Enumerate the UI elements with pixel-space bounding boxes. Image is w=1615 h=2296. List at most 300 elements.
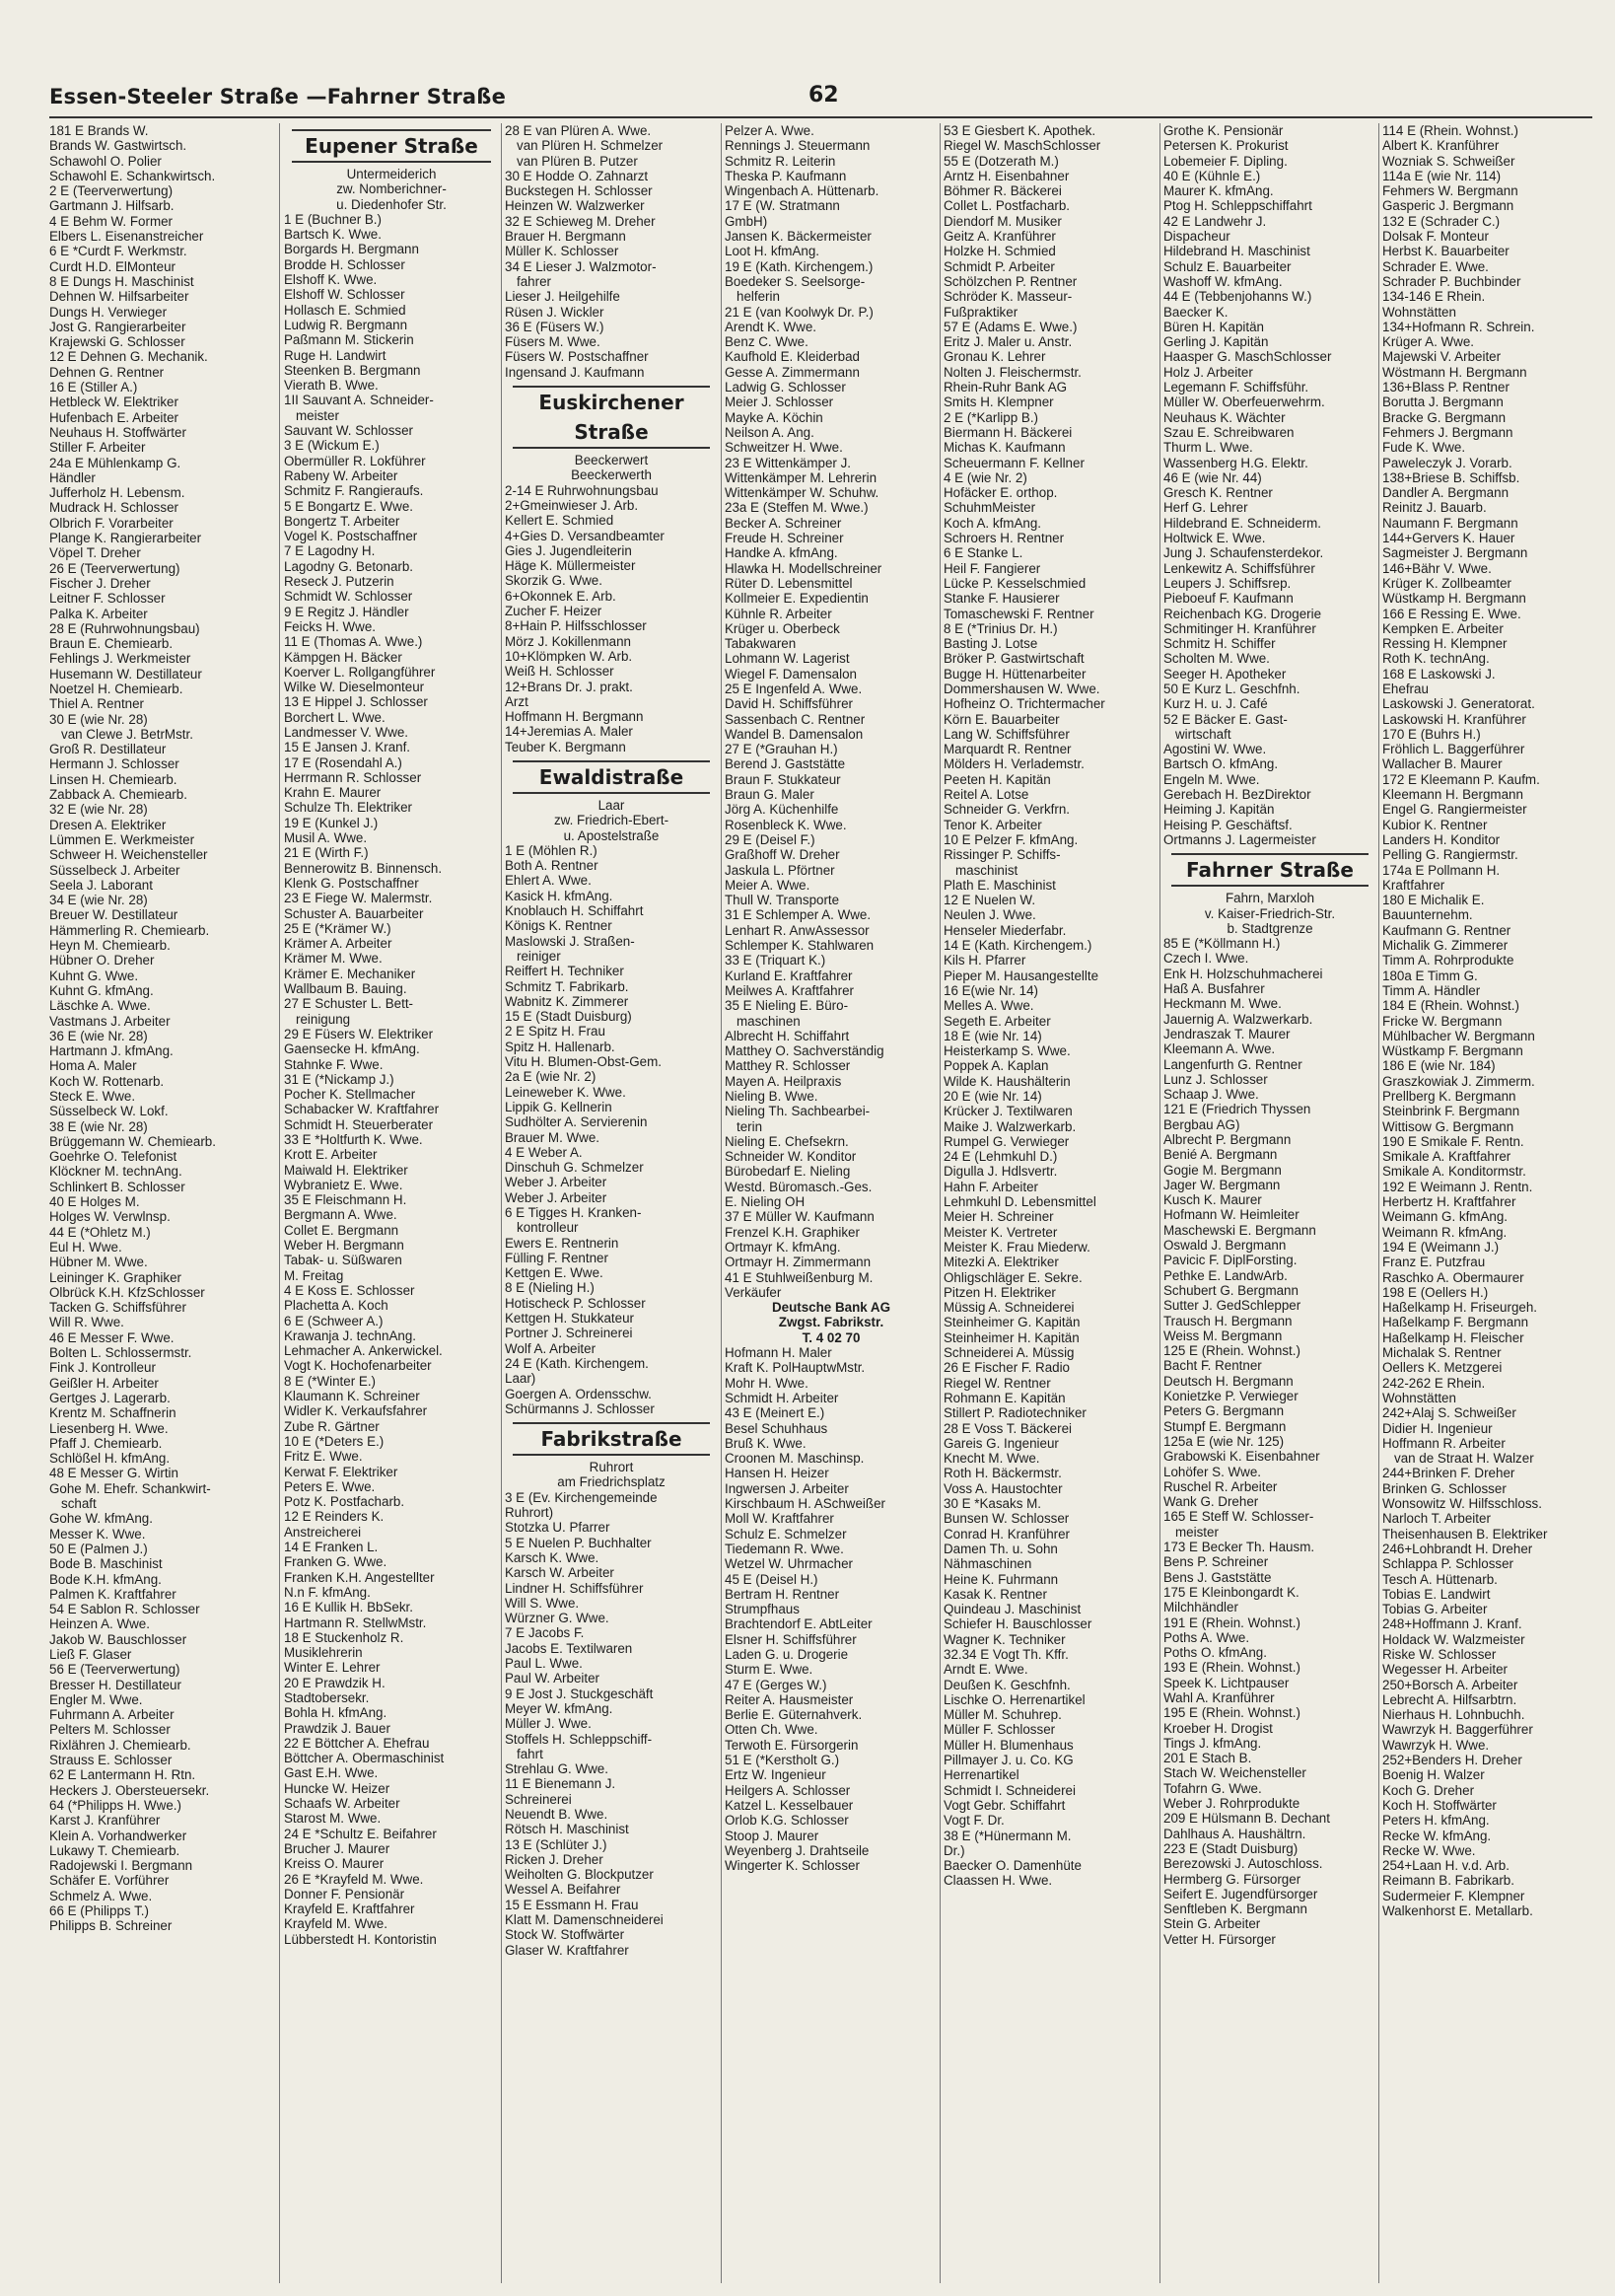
resident-entry: Wingenbach A. Hüttenarb. — [725, 183, 879, 199]
house-entry: 4 E Behm W. Former — [49, 213, 174, 229]
house-entry: 172 E Kleemann P. Kaufm. — [1382, 771, 1540, 787]
resident-entry: Dommershausen W. Wwe. — [944, 681, 1100, 696]
resident-entry: Wingerter K. Schlosser — [725, 1858, 860, 1874]
resident-entry: Ressing H. Klempner — [1382, 636, 1508, 652]
house-entry: 6 E *Curdt F. Werkmstr. — [49, 244, 187, 259]
house-entry: 27 E (*Grauhan H.) — [725, 742, 838, 757]
resident-entry: Heising P. Geschäftsf. — [1163, 817, 1293, 832]
resident-entry: Dahlhaus A. Haushältrn. — [1163, 1826, 1306, 1841]
resident-entry: Kempken E. Arbeiter — [1382, 620, 1504, 636]
house-entry: 23 E Wittenkämper J. — [725, 455, 852, 470]
resident-entry: Böttcher A. Obermaschinist — [284, 1751, 445, 1766]
resident-entry: Neuhaus H. Stoffwärter — [49, 424, 186, 440]
resident-entry: Wegesser H. Arbeiter — [1382, 1662, 1509, 1678]
resident-entry: Pelzer A. Wwe. — [725, 123, 814, 138]
resident-entry: Messer K. Wwe. — [49, 1526, 146, 1542]
house-entry: 43 E (Meinert E.) — [725, 1405, 825, 1421]
resident-entry: Maiwald H. Elektriker — [284, 1162, 408, 1178]
resident-entry: Ortmayr K. kfmAng. — [725, 1239, 841, 1255]
house-entry: 242-262 E Rhein. — [1382, 1375, 1486, 1391]
resident-entry: Ladwig G. Schlosser — [725, 380, 846, 395]
resident-entry: Weimann R. kfmAng. — [1382, 1224, 1508, 1240]
resident-entry: Steenken B. Bergmann — [284, 362, 421, 378]
resident-entry: Pocher K. Stellmacher — [284, 1087, 416, 1103]
directory-column-1 — [49, 123, 276, 2283]
resident-entry: Handke A. kfmAng. — [725, 545, 838, 561]
resident-entry: Jager W. Bergmann — [1163, 1177, 1281, 1192]
resident-entry: Pillmayer J. u. Co. KG — [944, 1753, 1074, 1768]
resident-entry: Noetzel H. Chemiearb. — [49, 681, 183, 696]
house-entry: 56 E (Teerverwertung) — [49, 1662, 180, 1678]
resident-entry: Bens J. Gaststätte — [1163, 1569, 1272, 1585]
house-entry: 28 E (Ruhrwohnungsbau) — [49, 620, 200, 636]
resident-entry: Schürmanns J. Schlosser — [505, 1400, 655, 1416]
resident-entry: Koch A. kfmAng. — [944, 515, 1041, 531]
resident-entry: Recke W. kfmAng. — [1382, 1828, 1492, 1843]
resident-entry: Ließ F. Glaser — [49, 1646, 132, 1662]
resident-entry: Steinbrink F. Bergmann — [1382, 1104, 1520, 1119]
resident-entry: Hermberg G. Fürsorger — [1163, 1871, 1301, 1887]
house-entry: 33 E (Triquart K.) — [725, 953, 826, 969]
house-entry: 33 E *Holtfurth K. Wwe. — [284, 1132, 423, 1147]
column-divider — [1159, 123, 1160, 2283]
resident-entry: Arndt E. Wwe. — [944, 1662, 1028, 1678]
resident-entry: Weiholten G. Blockputzer — [505, 1867, 654, 1883]
resident-entry: Bunsen W. Schlosser — [944, 1511, 1070, 1527]
resident-entry: Fricke W. Bergmann — [1382, 1013, 1503, 1029]
house-entry: 165 E Steff W. Schlosser- — [1163, 1509, 1314, 1525]
resident-entry: Buckstegen H. Schlosser — [505, 183, 653, 199]
resident-entry: Frenzel K.H. Graphiker — [725, 1224, 860, 1240]
resident-entry: Meier J. Schlosser — [725, 395, 834, 410]
resident-entry: Stoop J. Maurer — [725, 1828, 819, 1843]
resident-entry: Oswald J. Bergmann — [1163, 1238, 1287, 1254]
resident-entry: Mühlbacher W. Bergmann — [1382, 1028, 1535, 1043]
street-heading: Ewaldistraße — [513, 760, 710, 794]
house-entry: 62 E Lantermann H. Rtn. — [49, 1767, 196, 1783]
resident-entry: Seifert E. Jugendfürsorger — [1163, 1886, 1318, 1901]
resident-entry: Bennerowitz B. Binnensch. — [284, 860, 443, 876]
resident-entry: Radojewski I. Bergmann — [49, 1858, 193, 1874]
house-entry: 2 E Spitz H. Frau — [505, 1024, 605, 1040]
house-entry: 48 E Messer G. Wirtin — [49, 1466, 178, 1481]
house-entry: 25 E (*Krämer W.) — [284, 920, 391, 936]
house-entry: 136+Blass P. Rentner — [1382, 380, 1510, 395]
house-entry: 1 E (Buchner B.) — [284, 211, 382, 227]
resident-entry: Schroers H. Rentner — [944, 531, 1065, 546]
resident-entry: David H. Schiffsführer — [725, 696, 853, 712]
resident-entry: Skorzik G. Wwe. — [505, 573, 602, 589]
resident-entry: Bongertz T. Arbeiter — [284, 513, 400, 529]
resident-entry: Krücker J. Textilwaren — [944, 1104, 1073, 1119]
resident-entry: kontrolleur — [517, 1220, 579, 1236]
resident-entry: Holzke H. Schmied — [944, 244, 1056, 259]
resident-entry: Schlinkert B. Schlosser — [49, 1179, 185, 1194]
resident-entry: Laskowski J. Generatorat. — [1382, 696, 1535, 712]
house-entry: 53 E Giesbert K. Apothek. — [944, 123, 1096, 138]
resident-entry: Vitu H. Blumen-Obst-Gem. — [505, 1054, 663, 1070]
resident-entry: Reimann B. Fabrikarb. — [1382, 1873, 1514, 1889]
resident-entry: Freude H. Schreiner — [725, 531, 844, 546]
resident-entry: Legemann F. Schiffsführ. — [1163, 380, 1309, 395]
resident-entry: Stahnke F. Wwe. — [284, 1056, 384, 1072]
resident-entry: Lücke P. Kesselschmied — [944, 575, 1087, 591]
house-entry: 47 E (Gerges W.) — [725, 1677, 827, 1692]
resident-entry: Krämer E. Mechaniker — [284, 966, 416, 981]
resident-entry: Fehlings J. Werkmeister — [49, 651, 191, 667]
house-entry: 38 E (wie Nr. 28) — [49, 1118, 148, 1134]
street-heading: Fahrner Straße — [1171, 853, 1369, 887]
house-entry: 42 E Landwehr J. — [1163, 213, 1267, 229]
resident-entry: Hahn F. Arbeiter — [944, 1179, 1039, 1194]
resident-entry: Verkäufer — [725, 1284, 782, 1300]
house-entry: 4 E Koss E. Schlosser — [284, 1282, 415, 1298]
resident-entry: schaft — [61, 1496, 97, 1512]
directory-column-2 — [284, 123, 499, 2283]
house-entry: 180a E Timm G. — [1382, 968, 1478, 983]
house-entry: 38 E (*Hünermann M. — [944, 1828, 1072, 1843]
resident-entry: Engler M. Wwe. — [49, 1691, 143, 1707]
resident-entry: Wonsowitz W. Hilfsschloss. — [1382, 1496, 1542, 1512]
resident-entry: Haßelkamp F. Bergmann — [1382, 1315, 1529, 1330]
house-entry: 36 E (Füsers W.) — [505, 319, 604, 334]
resident-entry: Weiss M. Bergmann — [1163, 1327, 1283, 1343]
resident-entry: Herbst K. Bauarbeiter — [1382, 244, 1510, 259]
house-entry: 15 E Essmann H. Frau — [505, 1897, 639, 1912]
house-entry: 192 E Weimann J. Rentn. — [1382, 1179, 1533, 1194]
resident-entry: Pieboeuf F. Kaufmann — [1163, 591, 1294, 607]
house-entry: 50 E (Palmen J.) — [49, 1541, 148, 1556]
resident-entry: Kettgen E. Wwe. — [505, 1265, 603, 1281]
resident-entry: Lübberstedt H. Kontoristin — [284, 1931, 437, 1947]
resident-entry: Collet L. Postfacharb. — [944, 198, 1071, 214]
resident-entry: Schrader E. Wwe. — [1382, 258, 1489, 274]
house-entry: 173 E Becker Th. Hausm. — [1163, 1540, 1315, 1555]
resident-entry: Schmitinger H. Kranführer — [1163, 620, 1316, 636]
resident-entry: Becker A. Schreiner — [725, 515, 842, 531]
resident-entry: Diendorf M. Musiker — [944, 213, 1062, 229]
resident-entry: Lindner H. Schiffsführer — [505, 1580, 644, 1596]
resident-entry: Lenkewitz A. Schiffsführer — [1163, 560, 1315, 576]
resident-entry: Schulze Th. Elektriker — [284, 800, 412, 816]
resident-entry: Sturm E. Wwe. — [725, 1662, 813, 1678]
resident-entry: Gareis G. Ingenieur — [944, 1435, 1059, 1451]
resident-entry: Peters E. Wwe. — [284, 1478, 376, 1494]
house-entry: 5 E Bongartz E. Wwe. — [284, 498, 413, 514]
house-entry: 44 E (*Ohletz M.) — [49, 1224, 151, 1240]
resident-entry: Pfaff J. Chemiearb. — [49, 1435, 163, 1451]
resident-entry: Lippik G. Kellnerin — [505, 1099, 612, 1114]
resident-entry: Bertram H. Rentner — [725, 1586, 840, 1602]
house-entry: 18 E (wie Nr. 14) — [944, 1028, 1042, 1043]
resident-entry: Lobemeier F. Dipling. — [1163, 153, 1288, 169]
resident-entry: Hofäcker E. orthop. — [944, 485, 1058, 501]
resident-entry: Ewers E. Rentnerin — [505, 1235, 619, 1251]
resident-entry: Süsselbeck J. Arbeiter — [49, 862, 180, 878]
house-entry: 64 (*Philipps H. Wwe.) — [49, 1797, 181, 1813]
resident-entry: Weber H. Bergmann — [284, 1238, 404, 1254]
resident-entry: Pieper M. Hausangestellte — [944, 968, 1099, 983]
street-note: zw. Friedrich-Ebert- — [553, 813, 669, 828]
resident-entry: Mayke A. Köchin — [725, 409, 823, 425]
resident-entry: Herrmann R. Schlosser — [284, 769, 422, 785]
resident-entry: Schäfer E. Vorführer — [49, 1873, 170, 1889]
house-entry: 14 E (Kath. Kirchengem.) — [944, 938, 1092, 954]
resident-entry: Lehmacher A. Ankerwickel. — [284, 1343, 443, 1359]
house-entry: 194 E (Weimann J.) — [1382, 1239, 1500, 1255]
resident-entry: Krämer A. Arbeiter — [284, 936, 392, 952]
resident-entry: Portner J. Schreinerei — [505, 1326, 633, 1341]
resident-entry: Breuer W. Destillateur — [49, 907, 178, 923]
resident-entry: Stach W. Weichensteller — [1163, 1765, 1306, 1781]
house-entry: 32 E (wie Nr. 28) — [49, 802, 148, 818]
resident-entry: SchuhmMeister — [944, 500, 1036, 516]
resident-entry: Heckers J. Obersteuersekr. — [49, 1782, 210, 1798]
resident-entry: Jaskula L. Pförtner — [725, 862, 835, 878]
resident-entry: Lenhart R. AnwAssessor — [725, 922, 870, 938]
resident-entry: Müller K. Schlosser — [505, 244, 619, 259]
house-entry: 46 E (wie Nr. 44) — [1163, 469, 1262, 485]
resident-entry: Reiffert H. Techniker — [505, 964, 624, 979]
resident-entry: Krayfeld E. Kraftfahrer — [284, 1901, 415, 1917]
resident-entry: Weimann G. kfmAng. — [1382, 1209, 1509, 1225]
column-divider — [279, 123, 280, 2283]
resident-entry: Wolf A. Arbeiter — [505, 1340, 597, 1356]
house-entry: 132 E (Schrader C.) — [1382, 213, 1501, 229]
resident-entry: Conrad H. Kranführer — [944, 1526, 1071, 1542]
resident-entry: Kleemann A. Wwe. — [1163, 1041, 1276, 1057]
resident-entry: Baecker O. Damenhüte — [944, 1858, 1082, 1874]
resident-entry: Hildebrand E. Schneiderm. — [1163, 515, 1322, 531]
resident-entry: Lischke O. Herrenartikel — [944, 1691, 1086, 1707]
resident-entry: Wabnitz K. Zimmerer — [505, 993, 629, 1009]
resident-entry: Tacken G. Schiffsführer — [49, 1300, 186, 1316]
resident-entry: Heinzen A. Wwe. — [49, 1616, 150, 1632]
resident-entry: Landmesser V. Wwe. — [284, 724, 409, 740]
house-entry: 35 E Nieling E. Büro- — [725, 998, 849, 1014]
resident-entry: Füsers W. Postschaffner — [505, 349, 649, 365]
house-entry: 114 E (Rhein. Wohnst.) — [1382, 123, 1518, 138]
street-heading: Fabrikstraße — [513, 1422, 710, 1456]
resident-entry: Franken G. Wwe. — [284, 1554, 387, 1570]
resident-entry: Feicks H. Wwe. — [284, 618, 376, 634]
resident-entry: Krott E. Arbeiter — [284, 1147, 378, 1163]
resident-entry: Brodde H. Schlosser — [284, 256, 405, 272]
resident-entry: Gronau K. Lehrer — [944, 349, 1046, 365]
resident-entry: Rosenbleck K. Wwe. — [725, 817, 847, 832]
resident-entry: Basting J. Lotse — [944, 636, 1038, 652]
resident-entry: Tings J. kfmAng. — [1163, 1735, 1262, 1751]
resident-entry: Boedeker S. Seelsorge- — [725, 273, 866, 289]
resident-entry: Wessel A. Beifahrer — [505, 1882, 621, 1898]
house-entry: 26 E *Krayfeld M. Wwe. — [284, 1871, 424, 1887]
resident-entry: Claassen H. Wwe. — [944, 1873, 1053, 1889]
resident-entry: Palmen K. Kraftfahrer — [49, 1586, 176, 1602]
resident-entry: Hoffmann H. Bergmann — [505, 709, 644, 725]
resident-entry: reinigung — [296, 1011, 351, 1027]
resident-entry: Lohöfer S. Wwe. — [1163, 1464, 1261, 1479]
house-entry: 21 E (Wirth F.) — [284, 845, 369, 861]
resident-entry: Klatt M. Damenschneiderei — [505, 1912, 664, 1928]
resident-entry: Jufferholz H. Lebensm. — [49, 485, 185, 501]
house-entry: 9 E Jost J. Stuckgeschäft — [505, 1686, 654, 1701]
resident-entry: Schlappa P. Schlosser — [1382, 1556, 1513, 1572]
resident-entry: Kämpgen H. Bäcker — [284, 649, 402, 665]
resident-entry: Engel G. Rangiermeister — [1382, 802, 1527, 818]
house-entry: 125a E (wie Nr. 125) — [1163, 1433, 1285, 1449]
resident-entry: Müller F. Schlosser — [944, 1722, 1056, 1738]
house-entry: 6 E Tigges H. Kranken- — [505, 1205, 642, 1220]
resident-entry: Quindeau J. Maschinist — [944, 1602, 1082, 1617]
house-entry: 250+Borsch A. Arbeiter — [1382, 1677, 1518, 1692]
resident-entry: Bacht F. Rentner — [1163, 1358, 1262, 1374]
street-note: Ruhrort — [589, 1460, 634, 1475]
resident-entry: Krüger A. Wwe. — [1382, 334, 1475, 350]
house-entry: 7 E Lagodny H. — [284, 543, 376, 559]
house-entry: 186 E (wie Nr. 184) — [1382, 1058, 1496, 1074]
resident-entry: Moll W. Kraftfahrer — [725, 1511, 834, 1527]
house-entry: 23a E (Steffen M. Wwe.) — [725, 500, 869, 516]
resident-entry: Krentz M. Schaffnerin — [49, 1405, 176, 1421]
resident-entry: Dehnen G. Rentner — [49, 364, 165, 380]
resident-entry: Berend J. Gaststätte — [725, 756, 846, 772]
resident-entry: Fischer J. Dreher — [49, 575, 151, 591]
resident-entry: Steinheimer H. Kapitän — [944, 1329, 1080, 1345]
resident-entry: Plange K. Rangierarbeiter — [49, 531, 202, 546]
house-entry: 26 E (Teerverwertung) — [49, 560, 180, 576]
resident-entry: Maslowski J. Straßen- — [505, 933, 635, 949]
resident-entry: Leininger K. Graphiker — [49, 1269, 181, 1285]
resident-entry: Raschko A. Obermaurer — [1382, 1269, 1524, 1285]
resident-entry: Rixlähren J. Chemiearb. — [49, 1737, 191, 1753]
house-entry: 20 E Prawdzik H. — [284, 1675, 386, 1690]
resident-entry: Heinzen W. Walzwerker — [505, 198, 645, 214]
house-entry: 191 E (Rhein. Wohnst.) — [1163, 1614, 1300, 1630]
house-entry: 12+Brans Dr. J. prakt. — [505, 679, 633, 694]
resident-entry: Schreinerei — [505, 1791, 572, 1807]
house-entry: 15 E (Stadt Duisburg) — [505, 1009, 632, 1025]
house-entry: 25 E Ingenfeld A. Wwe. — [725, 681, 863, 696]
resident-entry: Rüter D. Lebensmittel — [725, 575, 853, 591]
house-entry: 66 E (Philipps T.) — [49, 1903, 149, 1919]
house-entry: 30 E (wie Nr. 28) — [49, 711, 148, 727]
resident-entry: Schmidt H. Arbeiter — [725, 1390, 839, 1405]
resident-entry: Füsers M. Wwe. — [505, 334, 600, 350]
resident-entry: Weiß H. Schlosser — [505, 664, 614, 680]
house-entry: 51 E (*Kerstholt G.) — [725, 1753, 840, 1768]
directory-column-4 — [725, 123, 938, 2283]
house-entry: 170 E (Buhrs H.) — [1382, 726, 1481, 742]
resident-entry: Schubert G. Bergmann — [1163, 1282, 1299, 1298]
resident-entry: Schneiderei A. Müssig — [944, 1345, 1075, 1361]
resident-entry: Scheuermann F. Kellner — [944, 455, 1085, 470]
resident-entry: Herrenartikel — [944, 1767, 1019, 1783]
resident-entry: Wittenkämper M. Lehrerin — [725, 469, 878, 485]
resident-entry: Wallacher B. Maurer — [1382, 756, 1503, 772]
resident-entry: Liesenberg H. Wwe. — [49, 1420, 169, 1436]
resident-entry: Dandler A. Bergmann — [1382, 485, 1510, 501]
resident-entry: Arendt K. Wwe. — [725, 319, 817, 334]
resident-entry: Biermann H. Bäckerei — [944, 424, 1073, 440]
resident-entry: Teuber K. Bergmann — [505, 739, 626, 754]
house-entry: 4+Gies D. Versandbeamter — [505, 528, 665, 543]
resident-entry: Kuhnt G. Wwe. — [49, 968, 139, 983]
resident-entry: Musiklehrerin — [284, 1645, 363, 1661]
resident-entry: Heisterkamp S. Wwe. — [944, 1043, 1071, 1059]
house-entry: 2-14 E Ruhrwohnungsbau — [505, 482, 659, 498]
resident-entry: Kraftfahrer — [1382, 877, 1445, 893]
house-entry: 3 E (Ev. Kirchengemeinde — [505, 1489, 658, 1505]
resident-entry: Meister K. Vertreter — [944, 1224, 1058, 1240]
resident-entry: Albrecht P. Bergmann — [1163, 1132, 1292, 1147]
resident-entry: Seeger H. Apotheker — [1163, 666, 1287, 682]
resident-entry: Paul W. Arbeiter — [505, 1671, 600, 1686]
resident-entry: Gesse A. Zimmermann — [725, 364, 860, 380]
advert-line: Zwgst. Fabrikstr. — [778, 1315, 884, 1330]
resident-entry: Schlößel H. kfmAng. — [49, 1451, 171, 1467]
house-entry: 252+Benders H. Dreher — [1382, 1753, 1522, 1768]
resident-entry: Schabacker W. Kraftfahrer — [284, 1102, 440, 1117]
resident-entry: Karst J. Kranführer — [49, 1813, 161, 1829]
house-entry: 10 E (*Deters E.) — [284, 1433, 385, 1449]
resident-entry: Walkenhorst E. Metallarb. — [1382, 1903, 1533, 1919]
resident-entry: Deußen K. Geschfnh. — [944, 1677, 1071, 1692]
resident-entry: Wohnstätten — [1382, 304, 1456, 320]
resident-entry: Brauer H. Bergmann — [505, 229, 626, 245]
resident-entry: Krayfeld M. Wwe. — [284, 1916, 387, 1932]
resident-entry: Didier H. Ingenieur — [1382, 1420, 1493, 1436]
resident-entry: Ingensand J. Kaufmann — [505, 364, 645, 380]
resident-entry: Roth K. technAng. — [1382, 651, 1490, 667]
resident-entry: Tabak- u. Süßwaren — [284, 1253, 402, 1268]
resident-entry: Ingwersen J. Arbeiter — [725, 1480, 849, 1496]
resident-entry: Gohe M. Ehefr. Schankwirt- — [49, 1480, 211, 1496]
resident-entry: Ortmayr H. Zimmermann — [725, 1255, 872, 1270]
resident-entry: Lagodny G. Betonarb. — [284, 558, 414, 574]
resident-entry: Lebrecht A. Hilfsarbtrn. — [1382, 1691, 1517, 1707]
resident-entry: Peeten H. Kapitän — [944, 771, 1051, 787]
resident-entry: Braun E. Chemiearb. — [49, 636, 174, 652]
resident-entry: Gartmann J. Hilfsarb. — [49, 198, 175, 214]
resident-entry: Fülling F. Rentner — [505, 1250, 608, 1265]
resident-entry: Leupers J. Schiffsrep. — [1163, 575, 1292, 591]
resident-entry: Albert K. Kranführer — [1382, 138, 1500, 154]
resident-entry: Nierhaus H. Lohnbuchh. — [1382, 1707, 1525, 1723]
resident-entry: Franz E. Putzfrau — [1382, 1255, 1486, 1270]
house-entry: 14+Jeremias A. Maler — [505, 724, 633, 740]
resident-entry: Widler K. Verkaufsfahrer — [284, 1403, 428, 1419]
resident-entry: Vogel K. Postschaffner — [284, 529, 418, 544]
resident-entry: Haßelkamp H. Fleischer — [1382, 1329, 1524, 1345]
resident-entry: Heine K. Fuhrmann — [944, 1571, 1059, 1587]
resident-entry: Rabeny W. Arbeiter — [284, 467, 398, 483]
resident-entry: Sagmeister J. Bergmann — [1382, 545, 1528, 561]
resident-entry: Jörg A. Küchenhilfe — [725, 802, 839, 818]
house-entry: 20 E (wie Nr. 14) — [944, 1089, 1042, 1104]
house-entry: 34 E Lieser J. Walzmotor- — [505, 258, 657, 274]
resident-entry: Wittenkämper W. Schuhw. — [725, 485, 879, 501]
resident-entry: Herf G. Lehrer — [1163, 500, 1248, 516]
resident-entry: Donner F. Pensionär — [284, 1886, 405, 1901]
resident-entry: Bracke G. Bergmann — [1382, 409, 1507, 425]
resident-entry: Hämmerling R. Chemiearb. — [49, 922, 210, 938]
house-entry: 134+Hofmann R. Schrein. — [1382, 319, 1535, 334]
resident-entry: Smikale A. Konditormstr. — [1382, 1164, 1526, 1180]
resident-entry: Bens P. Schreiner — [1163, 1554, 1269, 1570]
resident-entry: Rohmann E. Kapitän — [944, 1390, 1066, 1405]
resident-entry: Poths O. kfmAng. — [1163, 1645, 1267, 1661]
resident-entry: Majewski V. Arbeiter — [1382, 349, 1502, 365]
